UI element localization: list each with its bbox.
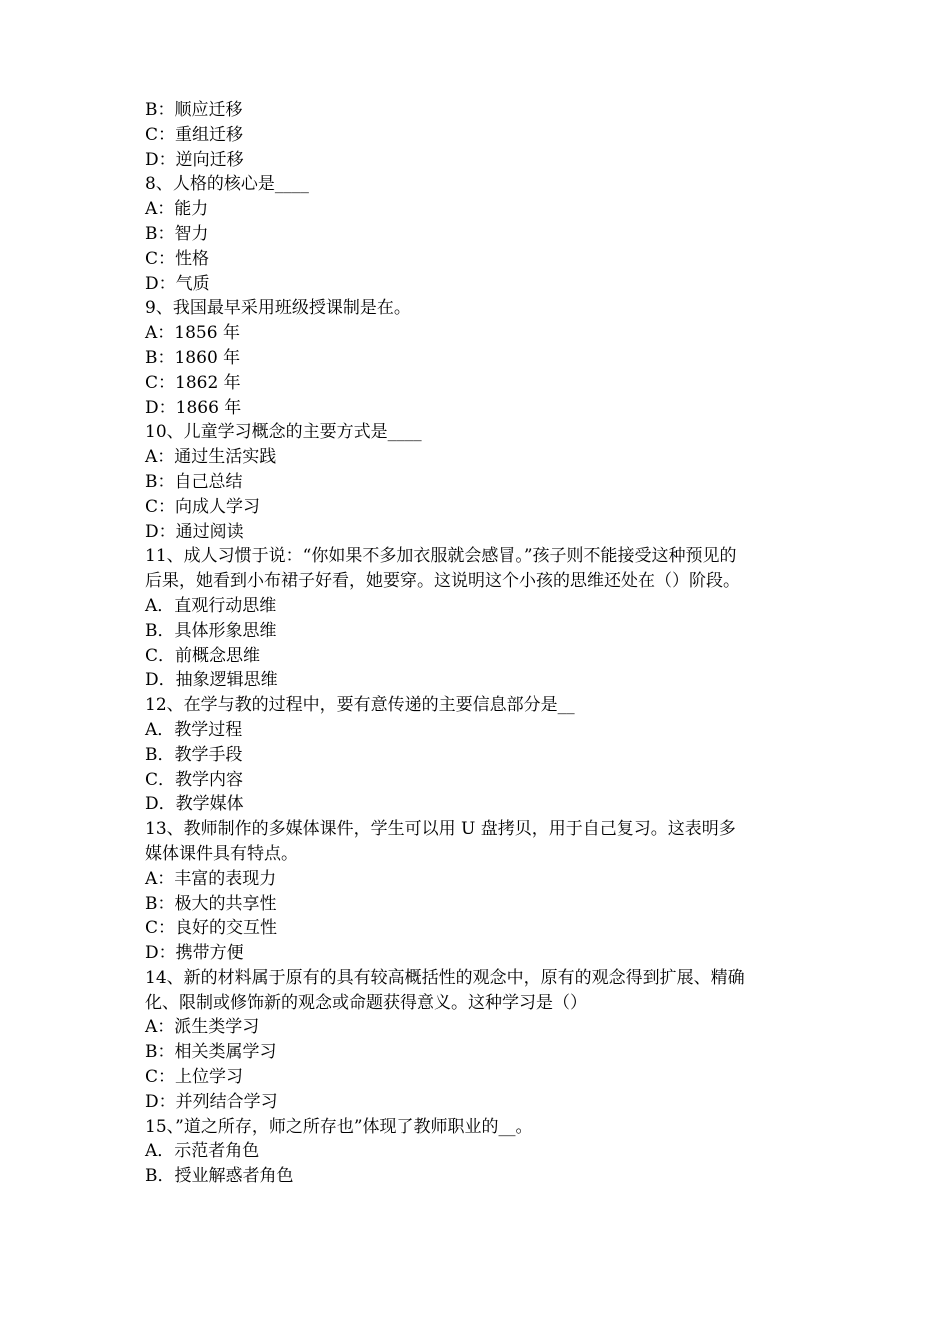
option-line: D：携带方便 (145, 943, 244, 964)
option-line: B：1860 年 (145, 347, 241, 368)
option-line: B：相关类属学习 (145, 1042, 277, 1063)
option-line: C：重组迁移 (145, 124, 244, 145)
option-line: D：逆向迁移 (145, 149, 244, 170)
option-line: B．教学手段 (145, 744, 243, 765)
question-line-continued: 媒体课件具有特点。 (145, 843, 298, 864)
option-line: D：并列结合学习 (145, 1091, 278, 1112)
option-line: C：上位学习 (145, 1067, 244, 1088)
option-line: A：1856 年 (145, 323, 240, 344)
option-line: D．抽象逻辑思维 (145, 670, 278, 691)
document-page (145, 98, 815, 1189)
option-line: D：通过阅读 (145, 521, 244, 542)
question-line: 14、新的材料属于原有的具有较高概括性的观念中，原有的观念得到扩展、精确 (145, 967, 745, 988)
question-line: 15、”道之所存，师之所存也”体现了教师职业的__。 (145, 1116, 533, 1137)
option-line: A．教学过程 (145, 719, 243, 740)
option-line: C．前概念思维 (145, 645, 261, 666)
question-line: 9、我国最早采用班级授课制是在。 (145, 298, 411, 319)
question-line: 12、在学与教的过程中，要有意传递的主要信息部分是__ (145, 695, 575, 716)
question-line: 11、成人习惯于说：“你如果不多加衣服就会感冒。”孩子则不能接受这种预见的 (145, 546, 737, 567)
option-line: A：丰富的表现力 (145, 868, 277, 889)
option-line: D：1866 年 (145, 397, 242, 418)
option-line: B．授业解惑者角色 (145, 1166, 294, 1187)
option-line: C：向成人学习 (145, 496, 261, 517)
option-line: B：智力 (145, 223, 209, 244)
option-line: C．教学内容 (145, 769, 244, 790)
option-line: C：良好的交互性 (145, 918, 278, 939)
option-line: B：顺应迁移 (145, 100, 243, 120)
question-line: 13、教师制作的多媒体课件，学生可以用 U 盘拷贝，用于自己复习。这表明多 (145, 819, 736, 840)
question-line: 8、人格的核心是____ (145, 174, 309, 195)
option-line: D．教学媒体 (145, 794, 244, 815)
option-line: A．示范者角色 (145, 1141, 260, 1162)
option-line: C：性格 (145, 248, 210, 269)
option-line: C：1862 年 (145, 372, 241, 393)
question-line: 10、儿童学习概念的主要方式是____ (145, 422, 422, 443)
option-line: A：通过生活实践 (145, 447, 277, 468)
question-line-continued: 化、限制或修饰新的观念或命题获得意义。这种学习是（） (145, 992, 587, 1013)
option-line: B：极大的共享性 (145, 893, 277, 914)
option-line: A：能力 (145, 199, 209, 220)
option-line: B：自己总结 (145, 471, 243, 492)
question-line-continued: 后果，她看到小布裙子好看，她要穿。这说明这个小孩的思维还处在（）阶段。 (145, 571, 740, 592)
option-line: A．直观行动思维 (145, 595, 277, 616)
option-line: A：派生类学习 (145, 1017, 260, 1038)
option-line: B．具体形象思维 (145, 620, 277, 641)
option-line: D：气质 (145, 273, 210, 294)
